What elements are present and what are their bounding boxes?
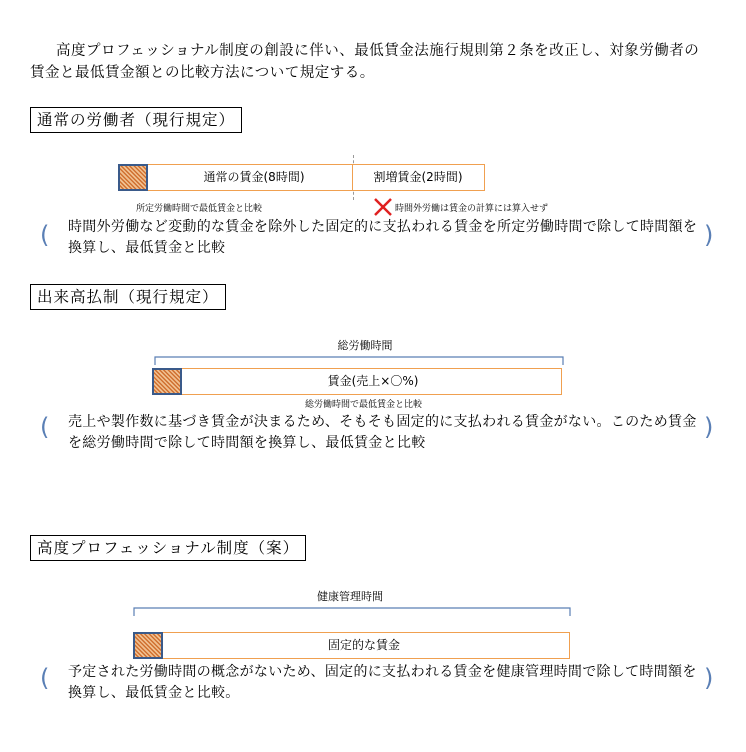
below-left-caption: 所定労働時間で最低賃金と比較 (136, 204, 263, 214)
left-paren: ( (40, 664, 50, 692)
intro-paragraph: 高度プロフェッショナル制度の創設に伴い、最低賃金法施行規則第２条を改正し、対象労働者の賃金と最低賃金額との比較方法について規定する。 (30, 43, 700, 81)
total-hours-bracket (154, 352, 564, 366)
section2-note: 売上や製作数に基づき賃金が決まるため、そもそも固定的に支払われる賃金がない。このため賃金を総労働時間で除して時間額を換算し、最低賃金と比較 (68, 414, 697, 451)
below-right-caption: 時間外労働は賃金の計算には算入せず (395, 204, 549, 214)
cross-mark-icon (373, 197, 393, 217)
total-hours-label: 総労働時間 (337, 339, 393, 352)
regular-wage-bar (118, 164, 353, 191)
overtime-wage-label: 割増賃金(2時間) (373, 170, 463, 184)
overtime-wage-bar (352, 164, 485, 191)
fixed-wage-bar (133, 632, 570, 659)
right-paren: ) (704, 664, 714, 692)
health-management-hours-label: 健康管理時間 (317, 590, 383, 603)
hatched-unit-block (152, 368, 182, 395)
fixed-wage-label: 固定的な賃金 (327, 638, 400, 652)
right-paren: ) (704, 221, 714, 249)
health-hours-bracket (133, 603, 571, 617)
section-heading-piece-rate: 出来高払制（現行規定） (30, 284, 226, 310)
piece-rate-wage-bar (152, 368, 562, 395)
left-paren: ( (40, 221, 50, 249)
section3-note: 予定された労働時間の概念がないため、固定的に支払われる賃金を健康管理時間で除して時間額を換算し、最低賃金と比較。 (68, 664, 697, 701)
section-heading-high-professional: 高度プロフェッショナル制度（案） (30, 535, 306, 561)
hatched-unit-block (133, 632, 163, 659)
piece-rate-below-caption: 総労働時間で最低賃金と比較 (305, 400, 423, 410)
piece-rate-wage-label: 賃金(売上×〇%) (327, 374, 419, 388)
regular-wage-label: 通常の賃金(8時間) (203, 170, 305, 184)
left-paren: ( (40, 413, 50, 441)
section-heading-regular-worker: 通常の労働者（現行規定） (30, 107, 242, 133)
hatched-unit-block (118, 164, 148, 191)
section1-note: 時間外労働など変動的な賃金を除外した固定的に支払われる賃金を所定労働時間で除して時間額を換算し、最低賃金と比較 (68, 219, 698, 256)
right-paren: ) (704, 413, 714, 441)
